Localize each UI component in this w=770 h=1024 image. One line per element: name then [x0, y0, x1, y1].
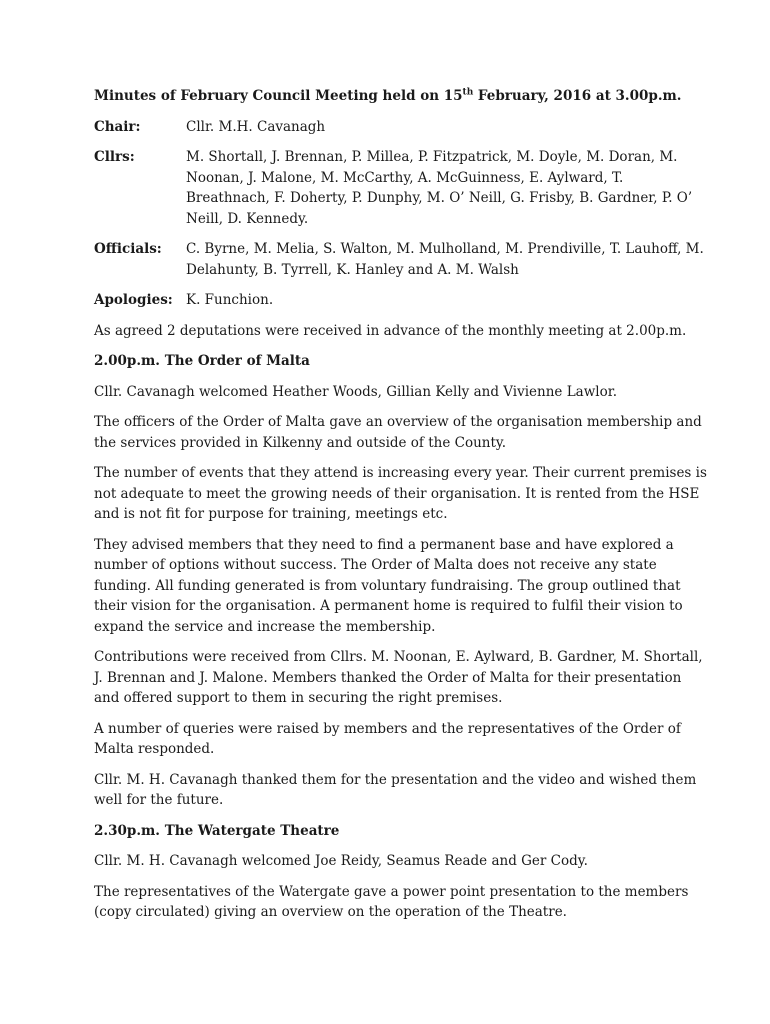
- attendance-value: C. Byrne, M. Melia, S. Walton, M. Mulholland, M. Prendiville, T. Lauhoff, M. Delahunty, B. Tyrrell, K. Hanley and A. M. Walsh: [186, 241, 704, 278]
- paragraph: A number of queries were raised by members and the representatives of the Order of Malta responded.: [94, 720, 681, 757]
- paragraph: Contributions were received from Cllrs. M. Noonan, E. Aylward, B. Gardner, M. Shortall, J. Brennan and J. Malone. Members thanked the Order of Malta for their presentation and offered support to them in securing the right premises.: [94, 649, 703, 706]
- attendance-value: Cllr. M.H. Cavanagh: [186, 118, 326, 135]
- paragraph: Cllr. M. H. Cavanagh thanked them for the presentation and the video and wished them well for the future.: [94, 771, 697, 808]
- title-text: Minutes of February Council Meeting held on 15: [94, 88, 463, 104]
- attendance-label: Chair:: [94, 118, 141, 135]
- attendance-label: Officials:: [94, 241, 162, 257]
- attendance-value: K. Funchion.: [186, 292, 274, 308]
- paragraph: The number of events that they attend is increasing every year. Their current premises is not adequate to meet the growing needs of their organisation. It is rented from the HSE and is not fit for purpose for training, meetings etc.: [94, 465, 707, 522]
- paragraph: The representatives of the Watergate gave a power point presentation to the members (copy circulated) giving an overview on the operation of the Theatre.: [94, 883, 689, 920]
- attendance-officials: [94, 239, 710, 280]
- attendance-label: Apologies:: [94, 292, 173, 308]
- paragraph: They advised members that they need to find a permanent base and have explored a number of options without success. The Order of Malta does not receive any state funding. All funding generated is from voluntary fundraising. The group outlined that their vision for the organisation. A permanent home is required to fulfil their vision to expand the service and increase the membership.: [94, 536, 683, 635]
- attendance-label: Cllrs:: [94, 149, 135, 165]
- paragraph: The officers of the Order of Malta gave an overview of the organisation membership and the services provided in Kilkenny and outside of the County.: [94, 414, 702, 451]
- intro-paragraph: As agreed 2 deputations were received in advance of the monthly meeting at 2.00p.m.: [94, 322, 687, 339]
- section-heading-watergate-theatre: 2.30p.m. The Watergate Theatre: [94, 822, 340, 839]
- document-title: [94, 86, 710, 107]
- attendance-chair: [94, 117, 710, 138]
- section-heading-order-of-malta: 2.00p.m. The Order of Malta: [94, 353, 310, 369]
- attendance-cllrs: [94, 147, 710, 229]
- attendance-value: M. Shortall, J. Brennan, P. Millea, P. Fitzpatrick, M. Doyle, M. Doran, M. Noonan, J. Malone, M. McCarthy, A. McGuinness, E. Aylward, T. Breathnach, F. Doherty, P. Dunphy, M. O’ Neill, G. Frisby, B. Gardner, P. O’ Neill, D. Kennedy.: [186, 149, 693, 227]
- attendance-apologies: [94, 290, 710, 311]
- title-text-end: February, 2016 at 3.00p.m.: [473, 88, 682, 104]
- paragraph: Cllr. Cavanagh welcomed Heather Woods, Gillian Kelly and Vivienne Lawlor.: [94, 383, 617, 400]
- paragraph: Cllr. M. H. Cavanagh welcomed Joe Reidy, Seamus Reade and Ger Cody.: [94, 853, 588, 869]
- title-superscript: th: [462, 87, 474, 98]
